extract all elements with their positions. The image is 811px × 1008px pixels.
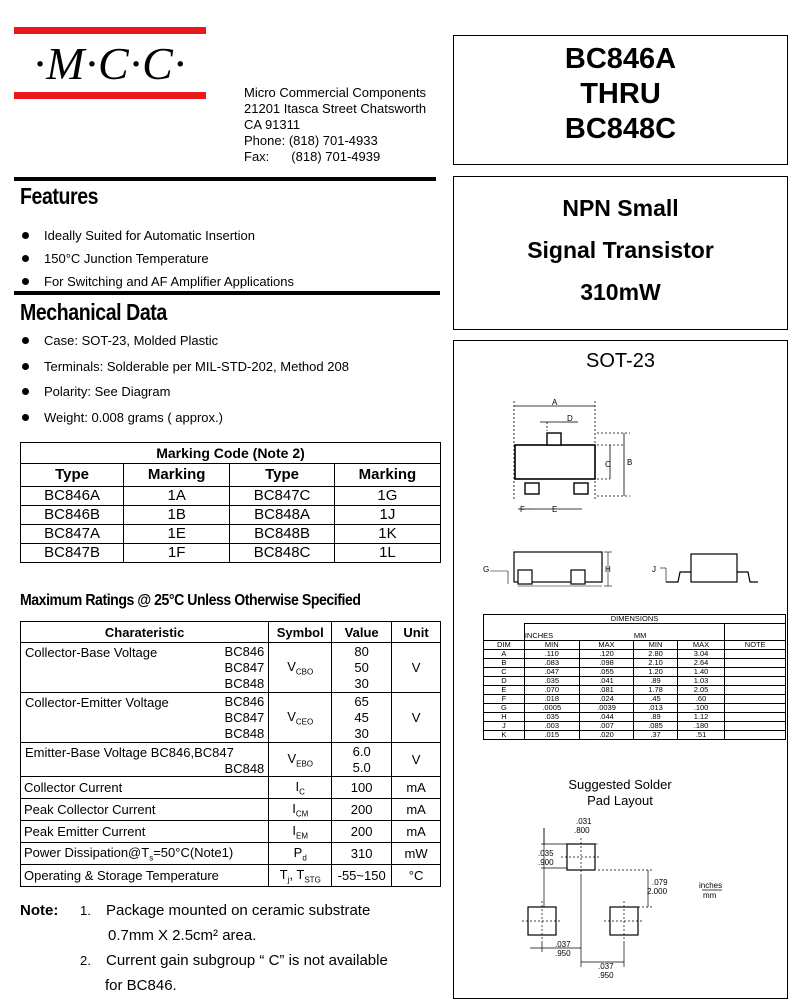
company-street: 21201 Itasca Street Chatsworth [244, 101, 427, 116]
pad-label: .035 [538, 849, 554, 858]
dim-label: C [605, 460, 611, 469]
table-row: Collector-Base Voltage BC846 BC847 BC848 $V_{CBO}$ 80 50 30 V [21, 643, 441, 693]
package-side-views [478, 544, 778, 604]
pad-label: .031 [576, 817, 592, 826]
table-row: Operating & Storage Temperature $T_j$, $T_{STG}$ -55~150 °C [21, 865, 441, 887]
table-row: F .018 .024 .45 .60 [484, 695, 786, 704]
company-name: Micro Commercial Components [244, 85, 427, 100]
mechanical-item: Terminals: Solderable per MIL-STD-202, Method 208 [22, 359, 349, 374]
dim-label: F [520, 505, 525, 514]
title-box [453, 35, 788, 165]
subtitle-line2: Signal Transistor [527, 237, 714, 263]
title-line2: THRU [580, 78, 661, 110]
marking-header: Type [21, 464, 124, 487]
pad-label: .037 [555, 940, 571, 949]
ratings-header: Charateristic [21, 622, 269, 643]
marking-header: Type [230, 464, 335, 487]
title-line3: BC848C [564, 113, 677, 145]
pad-label: .950 [598, 971, 614, 980]
table-row: A .110 .120 2.80 3.04 [484, 650, 786, 659]
notes: Note: 1. Package mounted on ceramic substrate 0.7mm X 2.5cm² area. 2. Current gain subgroup “ C” is not available for BC846. [20, 902, 388, 994]
table-row: Collector-Emitter Voltage BC846 BC847 BC848 $V_{CEO}$ 65 45 30 V [21, 693, 441, 743]
pad-label: mm [703, 891, 717, 900]
table-row: C .047 .055 1.20 1.40 [484, 668, 786, 677]
subtitle-line1: NPN Small [562, 195, 679, 221]
logo-bar-bottom [14, 92, 206, 99]
ratings-header: Unit [392, 622, 441, 643]
subtitle-line3: 310mW [580, 279, 661, 305]
mechanical-item: Polarity: See Diagram [22, 384, 170, 399]
dim-label: E [552, 505, 558, 514]
pad-label: .950 [555, 949, 571, 958]
table-row: Peak Emitter Current $I_{EM}$ 200 mA [21, 821, 441, 843]
mechanical-item: Case: SOT-23, Molded Plastic [22, 333, 218, 348]
dim-label: G [483, 565, 490, 574]
dim-label: H [605, 565, 611, 574]
logo-bar-top [14, 27, 206, 34]
divider [14, 291, 440, 295]
table-row: Emitter-Base Voltage BC846,BC847 BC848 $V_{EBO}$ 6.0 5.0 V [21, 743, 441, 777]
ratings-header: Symbol [269, 622, 332, 643]
ratings-table [20, 621, 441, 887]
table-row: Power $Dissipation@T_s=50^\circ C(Note1)$ $P_d$ 310 mW [21, 843, 441, 865]
package-name: SOT-23 [586, 350, 655, 372]
feature-item: 150°C Junction Temperature [22, 251, 209, 266]
divider [14, 177, 436, 181]
dim-label: D [567, 414, 573, 423]
pad-label: .800 [574, 826, 590, 835]
title-line1: BC846A [564, 43, 677, 75]
marking-header: Marking [334, 464, 440, 487]
table-row: D .035 .041 .89 1.03 [484, 677, 786, 686]
table-row: G .0005 .0039 .013 .100 [484, 704, 786, 713]
dimensions-table: DIMENSIONS INCHES MM DIM MIN MAX MIN MAX NOTE A .110 .120 2.80 3.04 B .083 .098 2.10 2.64 C .047 .055 1.20 1.40 D .035 .041 .89 1.03 E .070 .081 1.78 2.05 F .018 .024 .45 .60 G .0005 .0039 .013 .100 H .035 .044 .89 1.12 J .003 .007 .085 .180 K .015 .020 .37 .51 [483, 614, 786, 740]
dim-label: A [552, 398, 558, 407]
table-row: B .083 .098 2.10 2.64 [484, 659, 786, 668]
company-fax: Fax: (818) 701-4939 [244, 149, 381, 164]
company-city: CA 91311 [244, 117, 301, 132]
company-phone: Phone: (818) 701-4933 [244, 133, 378, 148]
table-row: Collector Current $I_C$ 100 mA [21, 777, 441, 799]
pad-label: .079 [652, 878, 668, 887]
table-row: K .015 .020 .37 .51 [484, 731, 786, 740]
pad-label: .037 [598, 962, 614, 971]
table-row: E .070 .081 1.78 2.05 [484, 686, 786, 695]
ratings-header: Value [332, 622, 392, 643]
pad-label: inches [699, 881, 723, 890]
table-row: BC847B 1F BC848C 1L [21, 544, 441, 563]
ratings-heading: Maximum Ratings @ 25°C Unless Otherwise Specified [20, 592, 361, 609]
table-row: H .035 .044 .89 1.12 [484, 713, 786, 722]
dim-label: J [652, 565, 656, 574]
table-row: Peak Collector Current $I_{CM}$ 200 mA [21, 799, 441, 821]
mechanical-heading: Mechanical Data [20, 299, 167, 325]
table-row: BC846A 1A BC847C 1G [21, 487, 441, 506]
subtitle-box [453, 176, 788, 330]
feature-item: For Switching and AF Amplifier Applications [22, 274, 294, 289]
features-heading: Features [20, 183, 99, 209]
company-address [244, 85, 426, 165]
table-row: BC846B 1B BC848A 1J [21, 506, 441, 525]
solder-title: Suggested Solder Pad Layout [568, 777, 672, 808]
marking-table [20, 442, 441, 563]
feature-item: Ideally Suited for Automatic Insertion [22, 228, 255, 243]
marking-title: Marking Code (Note 2) [21, 443, 441, 464]
table-row: BC847A 1E BC848B 1K [21, 525, 441, 544]
mechanical-item: Weight: 0.008 grams ( approx.) [22, 410, 223, 425]
marking-header: Marking [124, 464, 230, 487]
pad-label: 2.000 [647, 887, 668, 896]
table-row: J .003 .007 .085 .180 [484, 722, 786, 731]
solder-pad-diagram [500, 812, 740, 982]
package-top-view [500, 395, 640, 520]
dim-label: B [627, 458, 633, 467]
company-logo: ·M·C·C· [33, 38, 187, 89]
pad-label: .900 [538, 858, 554, 867]
